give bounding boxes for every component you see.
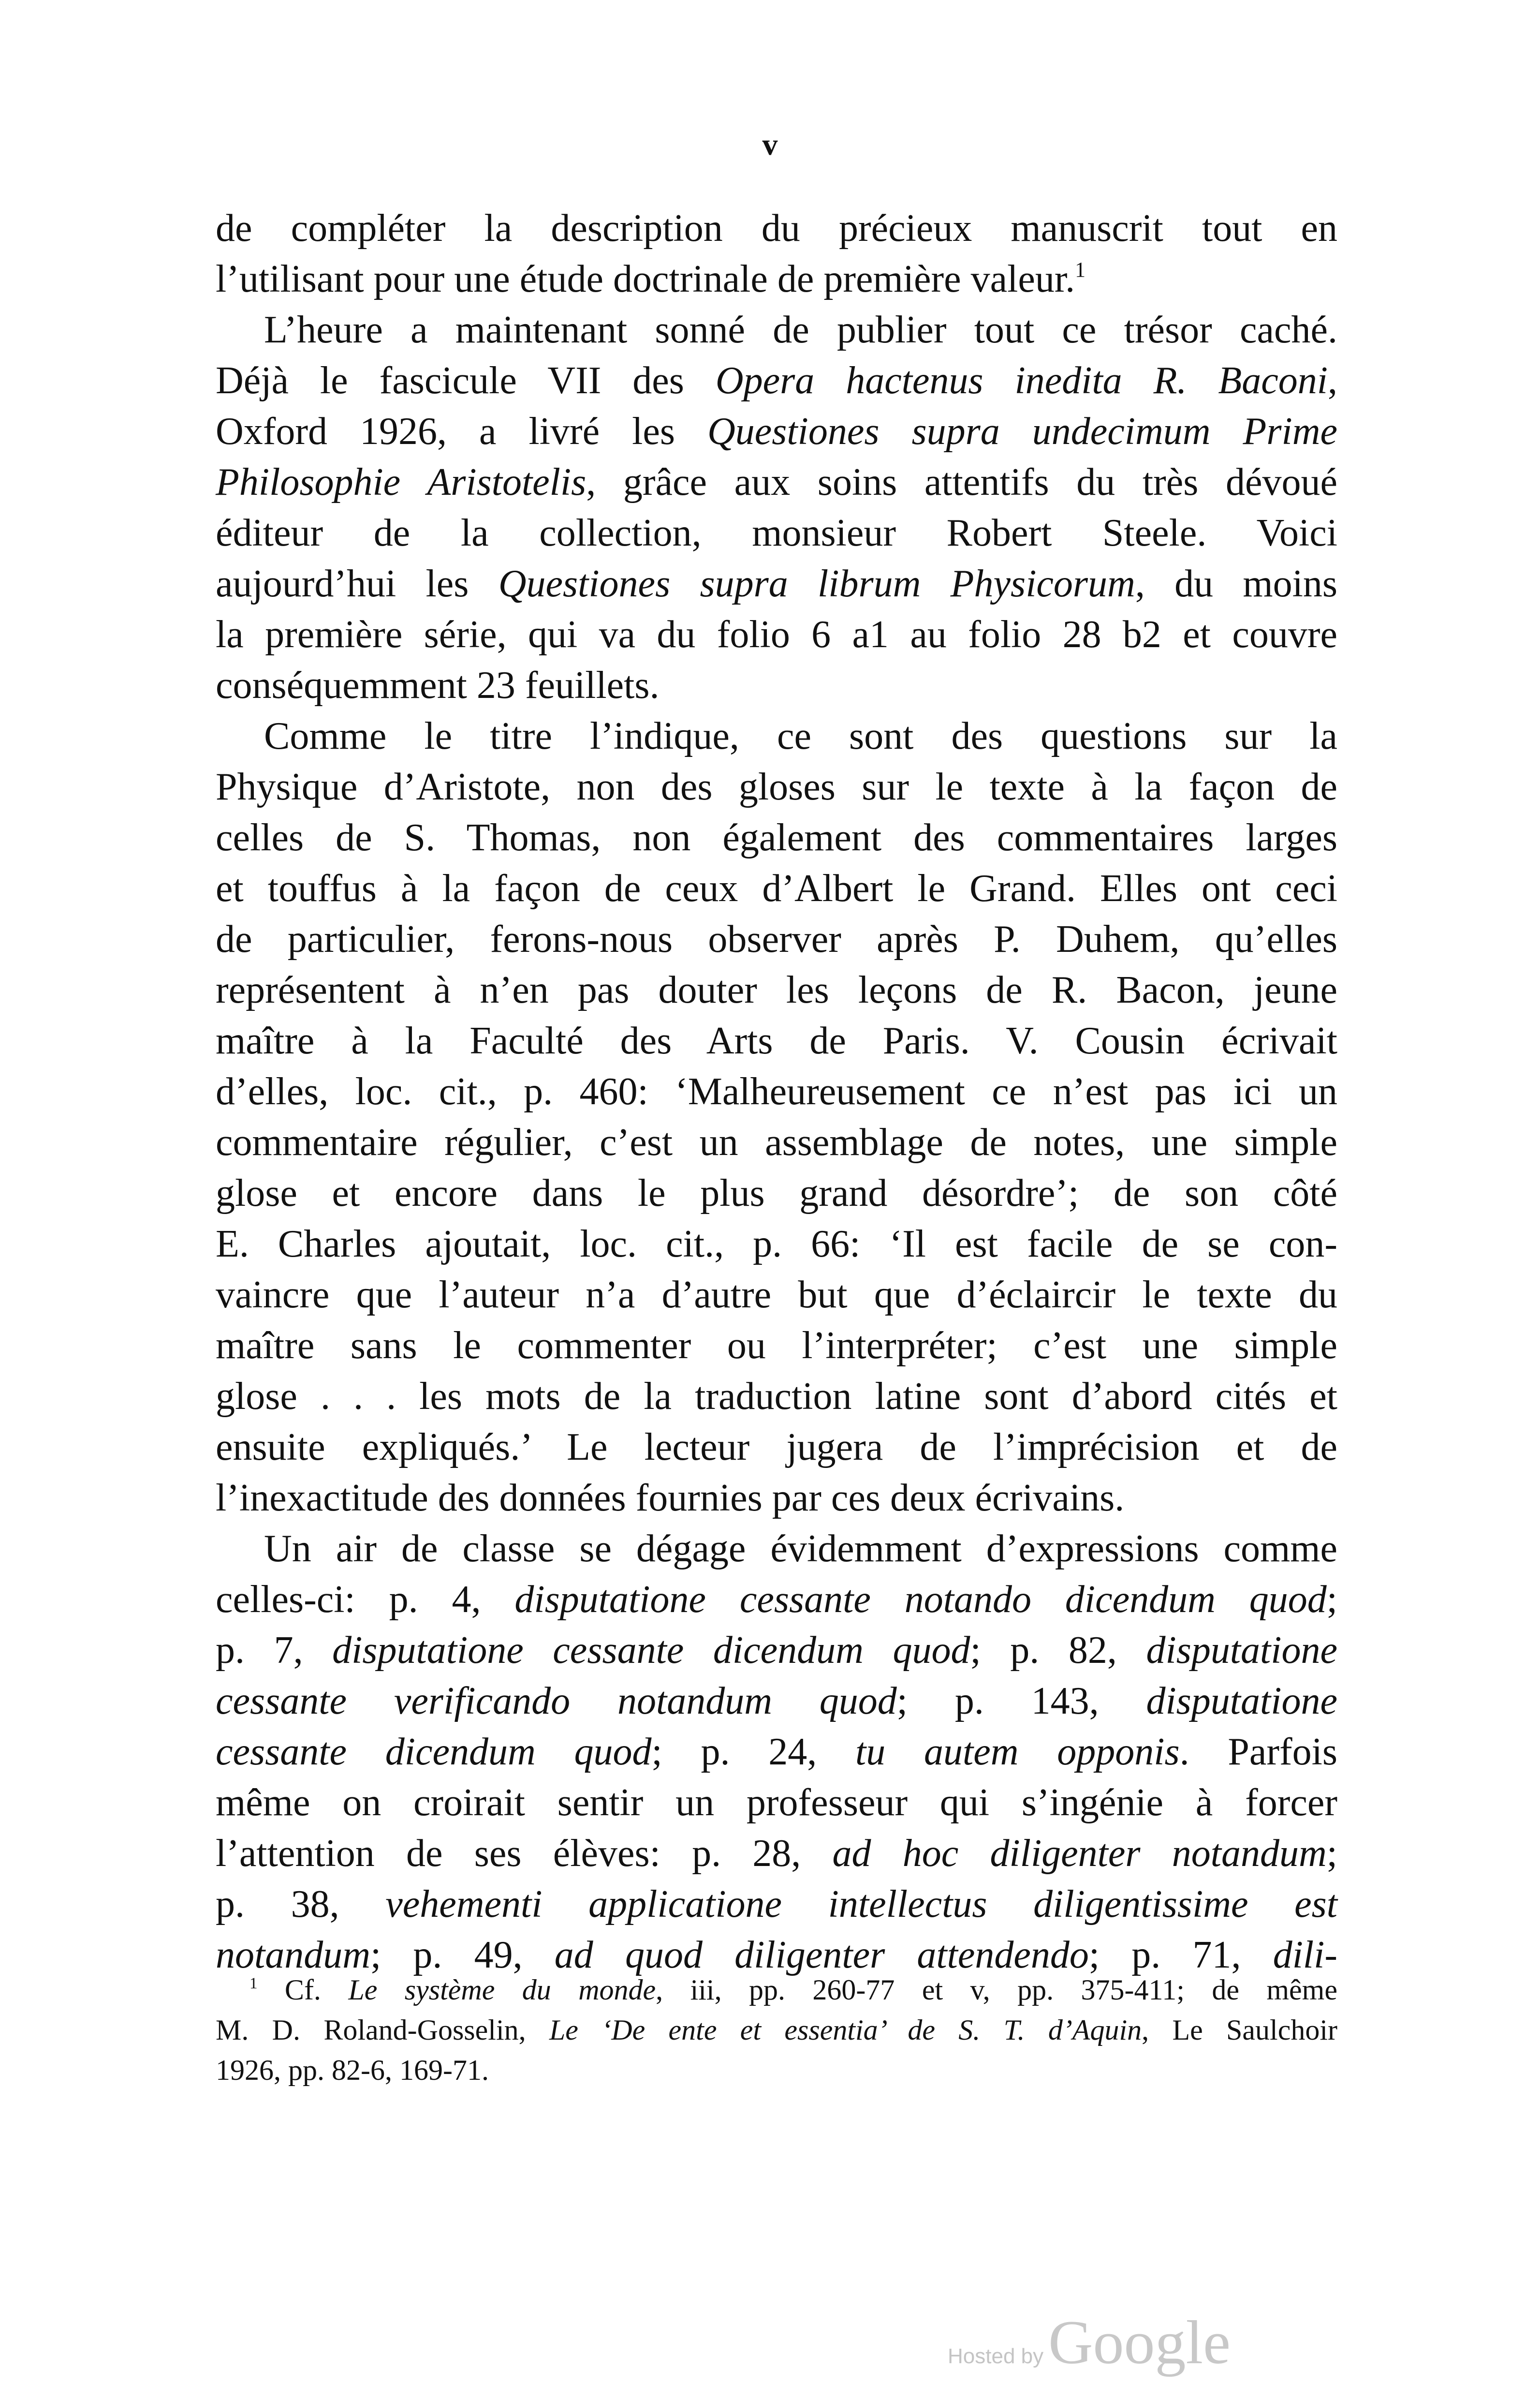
text-line: [216, 1422, 1337, 1473]
italic-text: dili-: [1273, 1934, 1338, 1976]
text-run: la première série, qui va du folio 6 a1 au folio 28 b2 et couvre: [216, 613, 1337, 656]
text-line: [216, 305, 1337, 355]
italic-text: disputatione cessante notando dicendum quod: [514, 1578, 1327, 1621]
text-line: [216, 1879, 1337, 1930]
text-run: Un air de classe se dégage évidemment d’expressions comme: [264, 1527, 1337, 1570]
text-line: [216, 813, 1337, 863]
text-line: [216, 355, 1337, 406]
text-line: [216, 457, 1337, 508]
italic-text: disputatione: [1146, 1680, 1337, 1722]
text-line: [216, 1066, 1337, 1117]
text-run: de compléter la description du précieux manuscrit tout en: [216, 207, 1337, 250]
text-run: et touffus à la façon de ceux d’Albert le Grand. Elles ont ceci: [216, 867, 1337, 910]
text-run: Physique d’Aristote, non des gloses sur le texte à la façon de: [216, 766, 1337, 808]
text-line: [216, 1371, 1337, 1422]
text-line: [216, 1777, 1337, 1828]
text-run: , grâce aux soins attentifs du très dévoué: [586, 461, 1337, 503]
text-run: même on croirait sentir un professeur qui s’ingénie à forcer: [216, 1781, 1337, 1824]
text-run: ;: [1326, 1832, 1337, 1875]
italic-text: tu autem opponis: [855, 1731, 1180, 1773]
italic-text: Opera hactenus inedita R. Baconi: [715, 359, 1328, 402]
text-line: [216, 609, 1337, 660]
text-line: [216, 1320, 1337, 1371]
text-run: ; p. 49,: [370, 1934, 555, 1976]
text-run: celles-ci: p. 4,: [216, 1578, 515, 1621]
text-line: [216, 406, 1337, 457]
italic-text: disputatione: [1146, 1629, 1338, 1672]
text-run: maître à la Faculté des Arts de Paris. V. Cousin écrivait: [216, 1020, 1337, 1062]
text-run: ,: [1328, 359, 1337, 402]
text-line: [216, 559, 1337, 609]
text-run: l’utilisant pour une étude doctrinale de première valeur.: [216, 258, 1075, 300]
text-run: . Parfois: [1179, 1731, 1337, 1773]
text-line: [216, 1574, 1337, 1625]
italic-text: Le ‘De ente et essentia’ de S. T. d’Aquin: [549, 2014, 1142, 2046]
italic-text: ad quod diligenter attendendo: [554, 1934, 1089, 1976]
text-run: p. 7,: [216, 1629, 333, 1672]
italic-text: Questiones supra undecimum Prime: [707, 410, 1337, 453]
text-run: glose et encore dans le plus grand désordre’; de son côté: [216, 1172, 1337, 1214]
text-run: glose . . . les mots de la traduction latine sont d’abord cités et: [216, 1375, 1337, 1418]
text-line: [216, 660, 1337, 711]
text-run: représentent à n’en pas douter les leçons de R. Bacon, jeune: [216, 969, 1337, 1011]
text-run: Déjà le fascicule VII des: [216, 359, 716, 402]
italic-text: Questiones supra librum Physicorum: [498, 563, 1135, 605]
text-run: Oxford 1926, a livré les: [216, 410, 707, 453]
text-line: [216, 1828, 1337, 1879]
text-run: Comme le titre l’indique, ce sont des questions sur la: [264, 715, 1337, 757]
text-line: [216, 203, 1337, 254]
text-run: , Le Saulchoir: [1142, 2014, 1338, 2046]
text-run: 1926, pp. 82-6, 169-71.: [216, 2054, 489, 2086]
hosted-by-google-watermark: [948, 2307, 1231, 2377]
italic-text: Le système du monde: [348, 1974, 656, 2006]
text-run: , du moins: [1135, 563, 1338, 605]
text-line: [216, 254, 1337, 305]
text-line: [216, 1016, 1337, 1066]
hosted-by-label: Hosted by: [948, 2344, 1044, 2368]
text-run: maître sans le commenter ou l’interpréter; c’est une simple: [216, 1324, 1337, 1367]
text-line: [216, 762, 1337, 813]
text-line: [216, 914, 1337, 965]
text-run: , iii, pp. 260-77 et v, pp. 375-411; de même: [656, 1974, 1337, 2006]
italic-text: vehementi applicatione intellectus diligentissime est: [385, 1883, 1337, 1925]
google-logo: Google: [1048, 2308, 1231, 2377]
text-line: [216, 1117, 1337, 1168]
text-line: [216, 863, 1337, 914]
text-run: ;: [1326, 1578, 1337, 1621]
text-run: ; p. 24,: [651, 1731, 856, 1773]
text-line: [216, 1625, 1337, 1676]
text-run: éditeur de la collection, monsieur Robert Steele. Voici: [216, 512, 1337, 554]
text-run: conséquemment 23 feuillets.: [216, 664, 660, 707]
italic-text: cessante verificando notandum quod: [216, 1680, 897, 1722]
text-line: [216, 1473, 1337, 1524]
text-line: [216, 1676, 1337, 1727]
text-run: d’elles, loc. cit., p. 460: ‘Malheureusement ce n’est pas ici un: [216, 1070, 1337, 1113]
italic-text: cessante dicendum quod: [216, 1731, 652, 1773]
italic-text: disputatione cessante dicendum quod: [332, 1629, 970, 1672]
text-run: l’inexactitude des données fournies par ces deux écrivains.: [216, 1477, 1125, 1519]
text-line: [216, 1168, 1337, 1219]
text-line: [216, 1727, 1337, 1777]
italic-text: ad hoc diligenter notandum: [832, 1832, 1327, 1875]
text-run: celles de S. Thomas, non également des commentaires larges: [216, 816, 1337, 859]
text-run: p. 38,: [216, 1883, 386, 1925]
text-run: vaincre que l’auteur n’a d’autre but que d’éclaircir le texte du: [216, 1274, 1337, 1316]
footnote-line: [216, 2050, 1337, 2090]
text-run: ; p. 71,: [1088, 1934, 1273, 1976]
italic-text: Philosophie Aristotelis: [216, 461, 587, 503]
text-run: Cf.: [257, 1974, 349, 2006]
footnote-line: [216, 2010, 1337, 2050]
text-run: aujourd’hui les: [216, 563, 499, 605]
text-run: E. Charles ajoutait, loc. cit., p. 66: ‘Il est facile de se con-: [216, 1223, 1337, 1265]
text-line: [216, 965, 1337, 1016]
text-run: commentaire régulier, c’est un assemblage de notes, une simple: [216, 1121, 1337, 1164]
text-line: [216, 1219, 1337, 1270]
text-run: l’attention de ses élèves: p. 28,: [216, 1832, 833, 1875]
footnote-line: [216, 1970, 1337, 2010]
text-run: ; p. 82,: [970, 1629, 1146, 1672]
text-line: [216, 1524, 1337, 1574]
text-run: ensuite expliqués.’ Le lecteur jugera de l’imprécision et de: [216, 1426, 1337, 1468]
italic-text: notandum: [216, 1934, 370, 1976]
text-line: [216, 711, 1337, 762]
text-run: ; p. 143,: [896, 1680, 1146, 1722]
footnote-marker: 1: [249, 1974, 258, 1992]
text-line: [216, 1270, 1337, 1320]
text-line: [216, 508, 1337, 559]
text-run: de particulier, ferons-nous observer après P. Duhem, qu’elles: [216, 918, 1337, 961]
footnote-marker: 1: [1075, 258, 1086, 282]
text-run: M. D. Roland-Gosselin,: [216, 2014, 549, 2046]
text-run: L’heure a maintenant sonné de publier tout ce trésor caché.: [264, 309, 1337, 351]
page-number: v: [762, 127, 778, 162]
